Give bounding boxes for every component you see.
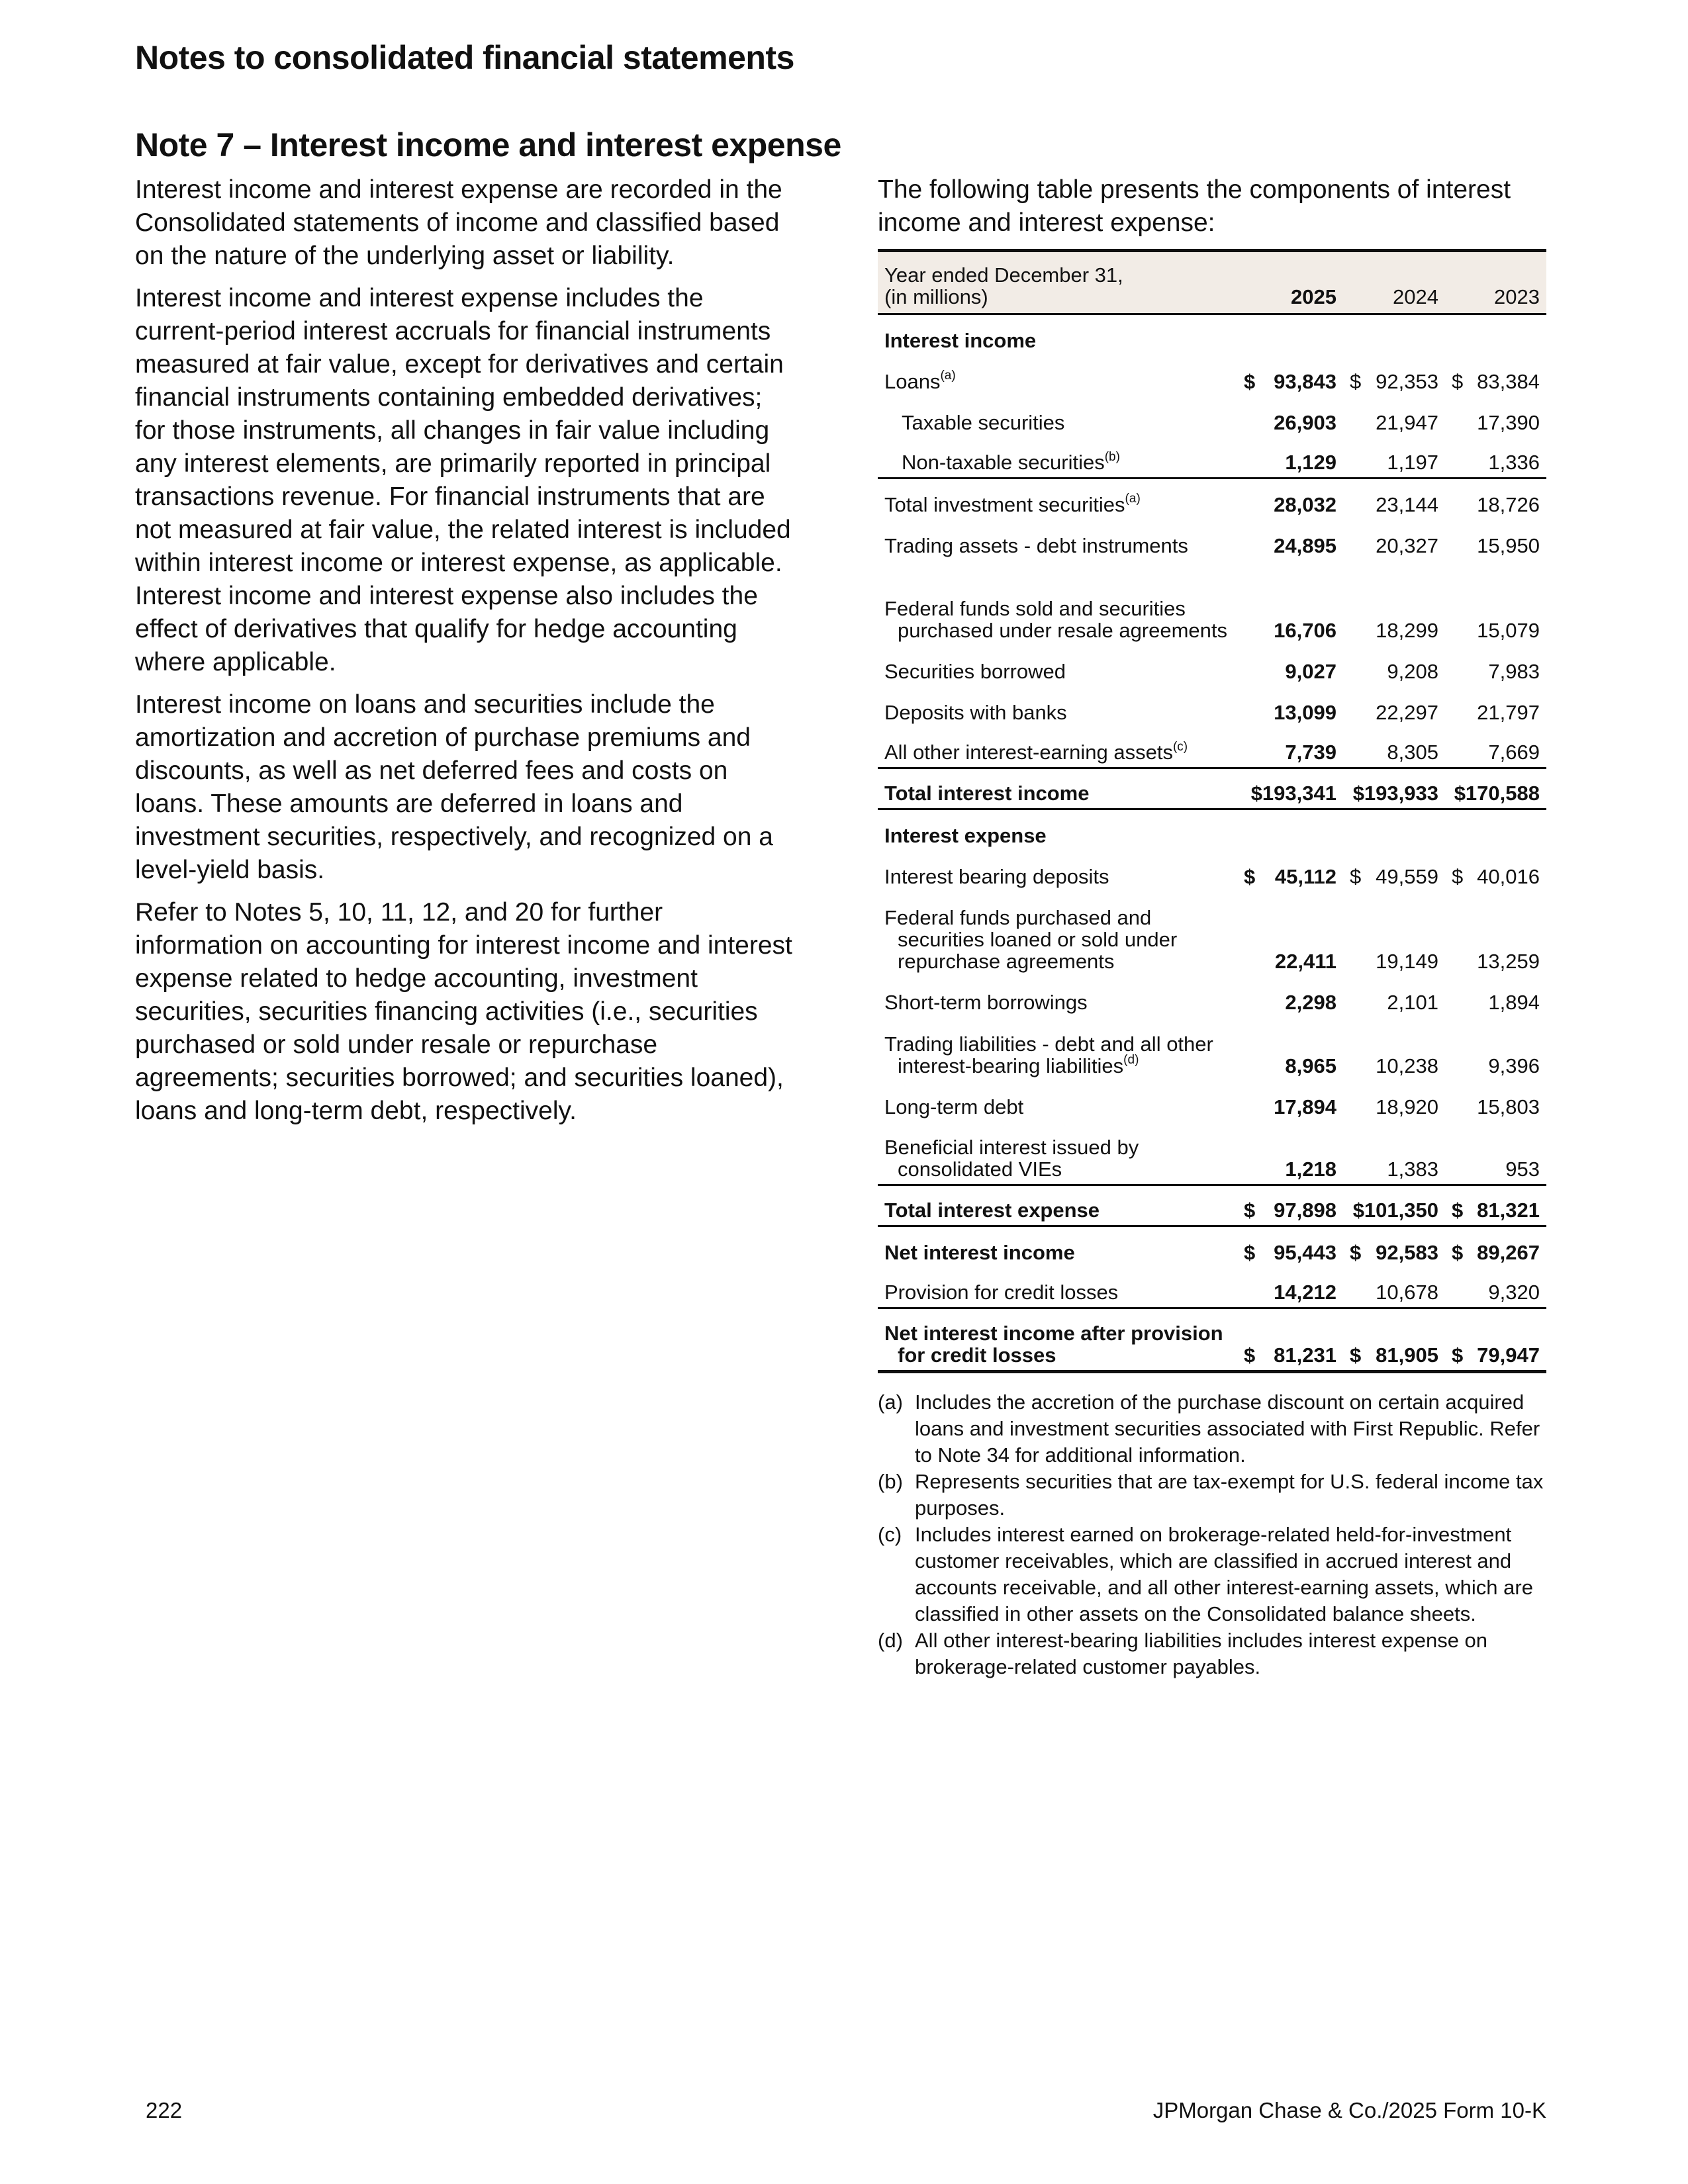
cell-value: 49,559: [1376, 864, 1438, 888]
row-label-text: All other interest-earning assets: [884, 741, 1173, 764]
table-row: [878, 561, 1546, 645]
cell-value: 40,016: [1477, 864, 1540, 888]
cell-value: 1,336: [1488, 451, 1540, 474]
cell-value: 23,144: [1376, 492, 1438, 516]
cell-2024: [1343, 1122, 1445, 1185]
cell-2025: [1237, 768, 1343, 809]
cell-value: 18,299: [1376, 618, 1438, 642]
header-label-line2: (in millions): [884, 285, 988, 308]
row-label-text: Non-taxable securities: [902, 451, 1105, 474]
row-label-text: Total investment securities: [884, 492, 1125, 516]
cell-value: 15,079: [1477, 618, 1540, 642]
header-year-2024: 2024: [1393, 285, 1438, 308]
cell-value: 20,327: [1376, 533, 1438, 557]
cell-value: 9,320: [1488, 1281, 1540, 1304]
cell-value: 79,947: [1477, 1343, 1540, 1367]
paragraph-3: Interest income on loans and securities include the amortization and accretion of purchase premiums and discounts, as well as net deferred fees and costs on loans. These amounts are deferred in loans and investment securities, respectively, and recognized on a level-yield basis.: [135, 690, 773, 884]
row-label-text: Deposits with banks: [884, 700, 1067, 724]
cell-2024: [1343, 520, 1445, 561]
footnote-mark: (d): [878, 1629, 903, 1652]
footnote: [878, 1389, 1546, 1469]
footer-source: JPMorgan Chase & Co./2025 Form 10-K: [1152, 2098, 1546, 2122]
cell-2025: [1237, 1226, 1343, 1267]
cell-value: 13,099: [1274, 700, 1336, 724]
cell-2023: [1445, 1081, 1546, 1122]
cell-2023: [1445, 1308, 1546, 1372]
cell-value: 92,353: [1376, 369, 1438, 393]
cell-2025: [1237, 561, 1343, 645]
row-label: [878, 727, 1237, 768]
cell-2025: [1237, 1081, 1343, 1122]
table-row: [878, 645, 1546, 686]
cell-2023: [1445, 809, 1546, 850]
footnote: [878, 1469, 1546, 1522]
cell-2025: [1237, 478, 1343, 520]
currency-symbol: $: [1350, 1240, 1362, 1264]
cell-2025: [1237, 1267, 1343, 1308]
currency-symbol: $: [1350, 1343, 1362, 1367]
cell-value: $101,350: [1352, 1199, 1438, 1222]
cell-value: 9,396: [1488, 1054, 1540, 1077]
cell-value: 7,669: [1488, 741, 1540, 764]
row-label: [878, 891, 1237, 976]
cell-value: 2,101: [1387, 990, 1438, 1014]
cell-2023: [1445, 355, 1546, 396]
cell-2024: [1343, 437, 1445, 478]
cell-2023: [1445, 645, 1546, 686]
cell-value: 22,411: [1274, 949, 1336, 973]
footnote-reference: (d): [1123, 1053, 1139, 1068]
cell-2023: [1445, 686, 1546, 727]
cell-2024: [1343, 1185, 1445, 1226]
currency-symbol: $: [1350, 369, 1362, 393]
cell-value: 26,903: [1274, 410, 1336, 434]
table-row: [878, 314, 1546, 355]
cell-value: 1,383: [1387, 1158, 1438, 1181]
footnote: [878, 1522, 1546, 1627]
cell-2025: [1237, 520, 1343, 561]
cell-2024: [1343, 1226, 1445, 1267]
table-row: [878, 1017, 1546, 1081]
cell-2024: [1343, 809, 1445, 850]
cell-2023: [1445, 1267, 1546, 1308]
cell-2025: [1237, 645, 1343, 686]
table-row: [878, 891, 1546, 976]
cell-value: 95,443: [1274, 1240, 1336, 1264]
footnote-mark: (c): [878, 1523, 902, 1546]
table-row: [878, 1226, 1546, 1267]
cell-value: 9,208: [1387, 659, 1438, 683]
cell-value: 93,843: [1274, 369, 1336, 393]
left-column: [135, 173, 797, 1137]
row-label-text: Interest bearing deposits: [884, 864, 1109, 888]
row-label: [878, 850, 1237, 891]
row-label-text: Interest income: [884, 328, 1037, 352]
row-label-text: Taxable securities: [902, 410, 1065, 434]
footnote-mark: (a): [878, 1390, 903, 1414]
cell-value: 10,238: [1376, 1054, 1438, 1077]
cell-2025: [1237, 850, 1343, 891]
currency-symbol: $: [1452, 369, 1464, 393]
currency-symbol: $: [1244, 864, 1256, 888]
cell-2023: [1445, 850, 1546, 891]
cell-value: 8,305: [1387, 741, 1438, 764]
table-row: [878, 686, 1546, 727]
currency-symbol: $: [1452, 1199, 1464, 1222]
table-row: [878, 850, 1546, 891]
row-label: [878, 768, 1237, 809]
table-row: [878, 809, 1546, 850]
row-label-text: Total interest income: [884, 782, 1090, 805]
cell-value: 1,218: [1285, 1158, 1336, 1181]
row-label: [878, 561, 1237, 645]
interest-table: [878, 249, 1546, 1373]
paragraph-2: Interest income and interest expense includes the current-period interest accruals for financial instruments measured at fair value, except for derivatives and certain financial instruments containing embedded derivatives; for those instruments, all changes in fair value including any interest elements, are primarily reported in principal transactions revenue. For financial instruments that are not measured at fair value, the related interest is included within interest income or interest expense, as applicable. Interest income and interest expense also includes the effect of derivatives that qualify for hedge accounting where applicable.: [135, 284, 791, 676]
cell-value: 13,259: [1477, 949, 1540, 973]
footnote-reference: (a): [1125, 492, 1141, 506]
currency-symbol: $: [1452, 864, 1464, 888]
row-label-text: Securities borrowed: [884, 659, 1066, 683]
row-label: [878, 809, 1237, 850]
row-label: [878, 478, 1237, 520]
cell-2023: [1445, 976, 1546, 1017]
note-title: Note 7 – Interest income and interest expense: [135, 126, 841, 163]
cell-value: 18,726: [1477, 492, 1540, 516]
cell-2024: [1343, 768, 1445, 809]
cell-value: 21,797: [1477, 700, 1540, 724]
footnote-reference: (b): [1104, 449, 1120, 464]
cell-2023: [1445, 437, 1546, 478]
footnote-text: All other interest-bearing liabilities includes interest expense on brokerage-related customer payables.: [915, 1629, 1488, 1678]
row-label: [878, 645, 1237, 686]
cell-2023: [1445, 314, 1546, 355]
cell-2025: [1237, 686, 1343, 727]
cell-2025: [1237, 314, 1343, 355]
table-row: [878, 727, 1546, 768]
cell-2023: [1445, 727, 1546, 768]
cell-2023: [1445, 891, 1546, 976]
cell-2025: [1237, 1017, 1343, 1081]
cell-2023: [1445, 396, 1546, 437]
footnote-text: Includes interest earned on brokerage-related held-for-investment customer receivables, which are classified in accrued interest and accounts receivable, and all other interest-earning assets, which are classified in other assets on the Consolidated balance sheets.: [915, 1523, 1533, 1625]
cell-value: 15,950: [1477, 533, 1540, 557]
cell-value: 22,297: [1376, 700, 1438, 724]
table-row: [878, 520, 1546, 561]
cell-value: 24,895: [1274, 533, 1336, 557]
footnote-reference: (a): [940, 369, 956, 383]
cell-value: 17,390: [1477, 410, 1540, 434]
cell-2024: [1343, 727, 1445, 768]
cell-value: 97,898: [1274, 1199, 1336, 1222]
footnote: [878, 1627, 1546, 1680]
cell-value: 81,231: [1274, 1343, 1336, 1367]
table-row: [878, 1081, 1546, 1122]
table-row: [878, 396, 1546, 437]
row-label-text: Beneficial interest issued by consolidated VIEs: [884, 1136, 1139, 1181]
row-label: [878, 314, 1237, 355]
cell-2025: [1237, 396, 1343, 437]
table-body: [878, 314, 1546, 1372]
cell-2025: [1237, 891, 1343, 976]
cell-2024: [1343, 645, 1445, 686]
right-column: [878, 173, 1546, 1680]
paragraph-1: Interest income and interest expense are recorded in the Consolidated statements of income and classified based on the nature of the underlying asset or liability.: [135, 175, 782, 270]
footnotes: [878, 1389, 1546, 1680]
table-row: [878, 768, 1546, 809]
cell-2024: [1343, 355, 1445, 396]
row-label-text: Federal funds purchased and securities loaned or sold under repurchase agreements: [884, 905, 1178, 973]
cell-2023: [1445, 520, 1546, 561]
cell-value: 7,983: [1488, 659, 1540, 683]
cell-2023: [1445, 1122, 1546, 1185]
cell-2025: [1237, 355, 1343, 396]
cell-2024: [1343, 396, 1445, 437]
cell-value: $193,341: [1250, 782, 1336, 805]
cell-value: 21,947: [1376, 410, 1438, 434]
row-label: [878, 1308, 1237, 1372]
header-year-2025: 2025: [1291, 285, 1336, 308]
currency-symbol: $: [1452, 1343, 1464, 1367]
cell-2025: [1237, 1308, 1343, 1372]
row-label-text: Federal funds sold and securities purchased under resale agreements: [884, 596, 1228, 642]
table-row: [878, 1185, 1546, 1226]
table-intro: The following table presents the components of interest income and interest expense:: [878, 175, 1511, 237]
cell-2025: [1237, 976, 1343, 1017]
cell-2025: [1237, 809, 1343, 850]
cell-2024: [1343, 1267, 1445, 1308]
cell-2025: [1237, 437, 1343, 478]
cell-value: 92,583: [1376, 1240, 1438, 1264]
cell-value: 10,678: [1376, 1281, 1438, 1304]
cell-value: 81,321: [1477, 1199, 1540, 1222]
currency-symbol: $: [1244, 1199, 1256, 1222]
cell-2024: [1343, 976, 1445, 1017]
cell-value: 9,027: [1285, 659, 1336, 683]
row-label: [878, 1226, 1237, 1267]
paragraph-4: Refer to Notes 5, 10, 11, 12, and 20 for further information on accounting for interest income and interest expense related to hedge accounting, investment securities, securities financing activities (i.e., securities purchased or sold under resale or repurchase agreements; securities borrowed; and securities loaned), loans and long-term debt, respectively.: [135, 898, 792, 1125]
cell-2023: [1445, 561, 1546, 645]
row-label: [878, 520, 1237, 561]
row-label: [878, 396, 1237, 437]
cell-2025: [1237, 1185, 1343, 1226]
table-row: [878, 478, 1546, 520]
cell-value: 2,298: [1285, 990, 1336, 1014]
row-label: [878, 1081, 1237, 1122]
cell-value: 19,149: [1376, 949, 1438, 973]
cell-2024: [1343, 478, 1445, 520]
header-label-line1: Year ended December 31,: [884, 263, 1123, 287]
cell-value: 953: [1505, 1158, 1540, 1181]
table-header-row: [878, 251, 1546, 314]
cell-2025: [1237, 727, 1343, 768]
header-year-2023: 2023: [1494, 285, 1540, 308]
row-label-text: Loans: [884, 369, 941, 393]
cell-value: 16,706: [1274, 618, 1336, 642]
currency-symbol: $: [1244, 369, 1256, 393]
row-label: [878, 686, 1237, 727]
currency-symbol: $: [1244, 1343, 1256, 1367]
row-label-text: Total interest expense: [884, 1199, 1100, 1222]
cell-2024: [1343, 1081, 1445, 1122]
row-label: [878, 1122, 1237, 1185]
table-row: [878, 355, 1546, 396]
footnote-text: Includes the accretion of the purchase discount on certain acquired loans and investment securities associated with First Republic. Refer to Note 34 for additional information.: [915, 1390, 1540, 1467]
cell-value: $193,933: [1352, 782, 1438, 805]
row-label-text: Interest expense: [884, 823, 1047, 847]
row-label-text: Trading assets - debt instruments: [884, 533, 1188, 557]
cell-value: 83,384: [1477, 369, 1540, 393]
cell-2023: [1445, 1185, 1546, 1226]
cell-2025: [1237, 1122, 1343, 1185]
row-label: [878, 355, 1237, 396]
footnote-mark: (b): [878, 1470, 903, 1493]
currency-symbol: $: [1350, 864, 1362, 888]
cell-2024: [1343, 850, 1445, 891]
cell-2024: [1343, 1308, 1445, 1372]
cell-value: 28,032: [1274, 492, 1336, 516]
cell-value: 18,920: [1376, 1095, 1438, 1118]
cell-value: 45,112: [1274, 864, 1336, 888]
cell-2023: [1445, 478, 1546, 520]
row-label: [878, 1017, 1237, 1081]
currency-symbol: $: [1244, 1240, 1256, 1264]
cell-2023: [1445, 1226, 1546, 1267]
row-label: [878, 437, 1237, 478]
cell-value: 1,129: [1285, 451, 1336, 474]
row-label-text: Provision for credit losses: [884, 1281, 1119, 1304]
page-number: 222: [146, 2098, 183, 2122]
cell-2024: [1343, 686, 1445, 727]
cell-2023: [1445, 1017, 1546, 1081]
cell-value: 7,739: [1285, 741, 1336, 764]
cell-2024: [1343, 891, 1445, 976]
currency-symbol: $: [1452, 1240, 1464, 1264]
row-label-text: Net interest income after provision for credit losses: [884, 1322, 1223, 1367]
cell-value: 17,894: [1274, 1095, 1336, 1118]
cell-2024: [1343, 1017, 1445, 1081]
row-label: [878, 1267, 1237, 1308]
header-label: [878, 251, 1237, 314]
cell-value: 1,197: [1387, 451, 1438, 474]
cell-value: 1,894: [1488, 990, 1540, 1014]
table-row: [878, 976, 1546, 1017]
row-label-text: Long-term debt: [884, 1095, 1024, 1118]
table-row: [878, 437, 1546, 478]
cell-value: 14,212: [1274, 1281, 1336, 1304]
cell-2024: [1343, 561, 1445, 645]
footnote-reference: (c): [1172, 739, 1188, 754]
cell-2024: [1343, 314, 1445, 355]
cell-value: $170,588: [1454, 782, 1540, 805]
row-label-text: Short-term borrowings: [884, 990, 1088, 1014]
cell-value: 8,965: [1285, 1054, 1336, 1077]
row-label-text: Trading liabilities - debt and all other interest-bearing liabilities: [884, 1032, 1213, 1077]
footnote-text: Represents securities that are tax-exempt for U.S. federal income tax purposes.: [915, 1470, 1544, 1520]
row-label: [878, 1185, 1237, 1226]
cell-value: 89,267: [1477, 1240, 1540, 1264]
row-label-text: Net interest income: [884, 1240, 1075, 1264]
table-row: [878, 1267, 1546, 1308]
cell-value: 81,905: [1376, 1343, 1438, 1367]
cell-value: 15,803: [1477, 1095, 1540, 1118]
cell-2023: [1445, 768, 1546, 809]
page-header: Notes to consolidated financial statements: [135, 39, 794, 76]
table-row: [878, 1122, 1546, 1185]
row-label: [878, 976, 1237, 1017]
table-row: [878, 1308, 1546, 1372]
